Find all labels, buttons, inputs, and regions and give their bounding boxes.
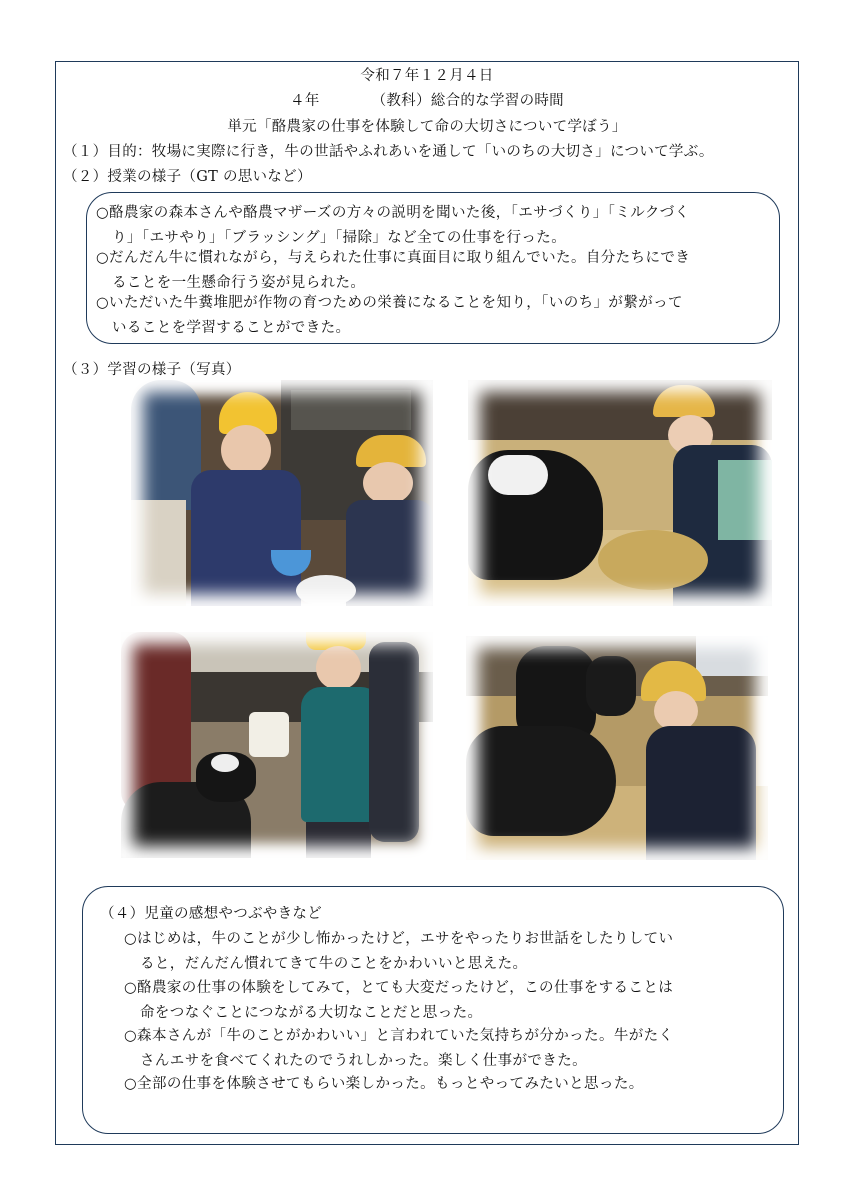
purpose: （１）目的：牧場に実際に行き，牛の世話やふれあいを通して「いのちの大切さ」について学ぶ。 <box>63 144 714 160</box>
section3-heading: （３）学習の様子（写真） <box>63 362 241 378</box>
section2-heading: （２）授業の様子（GT の思いなど） <box>63 169 312 185</box>
photo-feeding-cows <box>466 636 768 860</box>
section4-heading: （４）児童の感想やつぶやきなど <box>100 906 322 922</box>
impression-item: ○酪農家の仕事の体験をしてみて，とても大変だったけど，この仕事をすることは 命をつなぐことにつながる大切なことだと思った。 <box>124 980 674 1021</box>
impression-item: ○はじめは，牛のことが少し怖かったけど，エサをやったりお世話をしたりしてい ると，だんだん慣れてきて牛のことをかわいいと思えた。 <box>124 931 674 972</box>
photo-feeding-hay <box>468 380 772 606</box>
photo-feed-making <box>131 380 433 606</box>
grade-subject: ４年 （教科）総合的な学習の時間 <box>290 93 564 109</box>
impression-item: ○全部の仕事を体験させてもらい楽しかった。もっとやってみたいと思った。 <box>124 1076 644 1092</box>
unit-title: 単元「酪農家の仕事を体験して命の大切さについて学ぼう」 <box>227 119 627 135</box>
impression-item: ○森本さんが「牛のことがかわいい」と言われていた気持ちが分かった。牛がたく さんエサを食べてくれたのでうれしかった。楽しく仕事ができた。 <box>124 1028 674 1069</box>
lesson-note: ○酪農家の森本さんや酪農マザーズの方々の説明を聞いた後，「エサづくり」「ミルクづく り」「エサやり」「ブラッシング」「掃除」など全ての仕事を行った。 <box>96 205 690 246</box>
lesson-note: ○いただいた牛糞堆肥が作物の育つための栄養になることを知り，「いのち」が繋がって いることを学習することができた。 <box>96 295 683 336</box>
lesson-note: ○だんだん牛に慣れながら，与えられた仕事に真面目に取り組んでいた。自分たちにでき ることを一生懸命行う姿が見られた。 <box>96 250 691 291</box>
date: 令和７年１２月４日 <box>360 68 494 84</box>
photo-bottle-feeding <box>121 632 433 858</box>
